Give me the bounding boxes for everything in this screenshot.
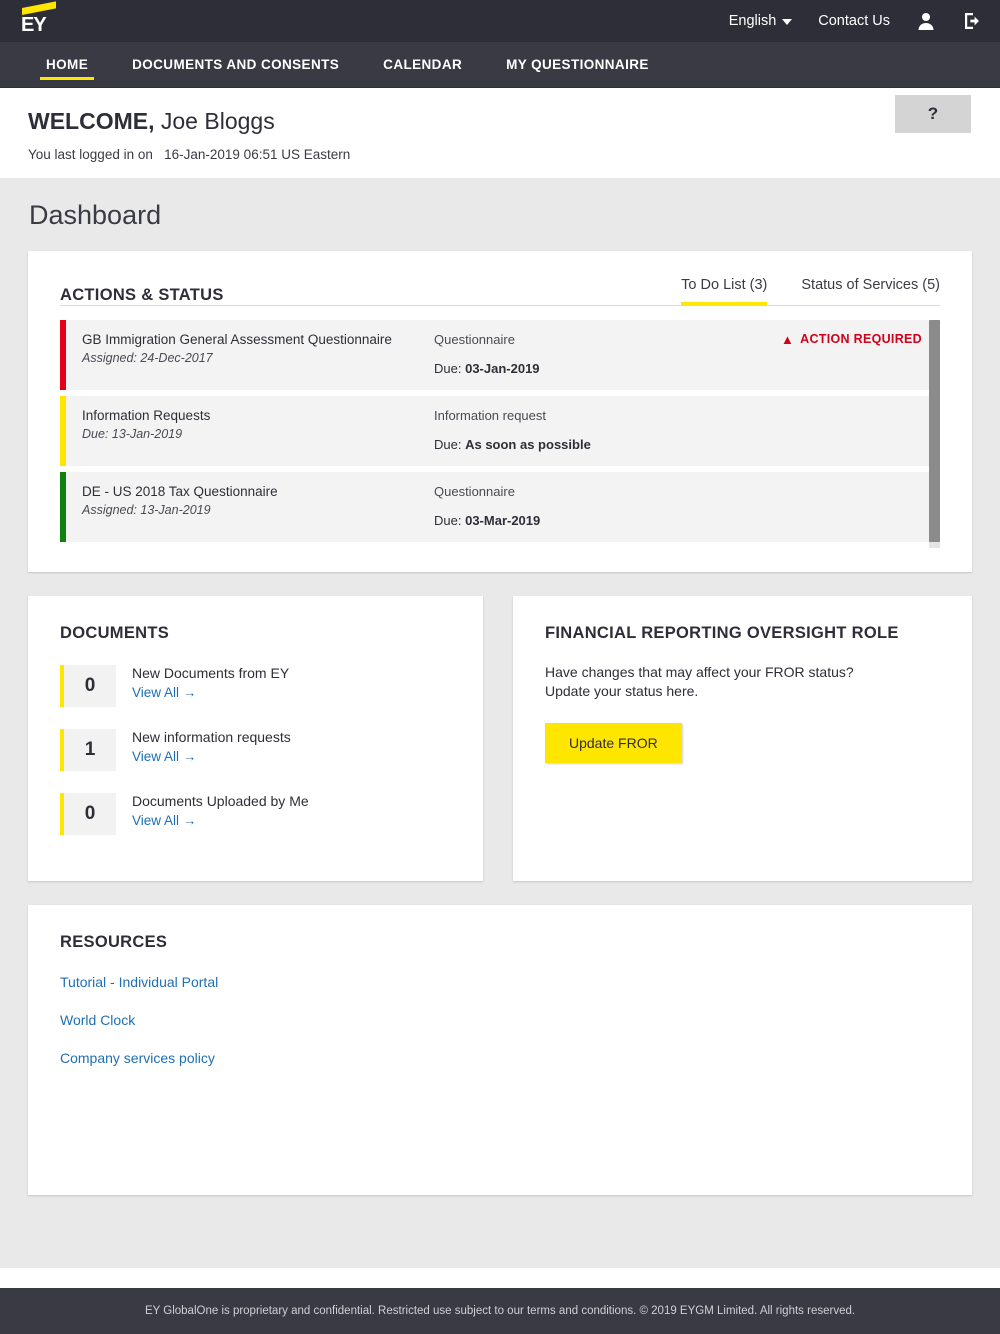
row-due	[434, 513, 702, 528]
user-icon[interactable]	[916, 11, 936, 31]
update-fror-button[interactable]: Update FROR	[545, 723, 682, 763]
view-all-label: View All	[132, 813, 180, 828]
nav-item-home[interactable]	[24, 42, 110, 87]
ey-logo[interactable]	[18, 6, 64, 36]
last-login-label: You last logged in on	[28, 147, 153, 162]
footer	[0, 1288, 1000, 1334]
row-due-value: 03-Jan-2019	[465, 361, 540, 376]
view-all-link[interactable]	[132, 685, 289, 700]
row-subtitle: Assigned: 13-Jan-2019	[82, 503, 211, 517]
fror-card	[513, 596, 972, 881]
resources-card	[28, 905, 972, 1195]
row-due-label: Due:	[434, 513, 462, 528]
top-bar	[0, 0, 1000, 42]
row-status-cell	[710, 396, 940, 466]
resources-title: RESOURCES	[60, 933, 168, 951]
status-badge-label: ACTION REQUIRED	[800, 332, 922, 346]
actions-tabs	[681, 277, 940, 305]
ey-logo-text: EY	[21, 14, 46, 36]
documents-column	[28, 596, 483, 905]
documents-item-label: New Documents from EY	[132, 665, 290, 681]
nav-item-my-questionnaire[interactable]	[484, 42, 671, 87]
nav-item-documents-and-consents[interactable]	[110, 42, 361, 87]
row-title: Information Requests	[82, 408, 211, 423]
top-bar-right	[729, 11, 982, 31]
help-button[interactable]	[895, 95, 971, 133]
language-label: English	[728, 13, 777, 29]
fror-line-2: Update your status here.	[545, 683, 699, 699]
documents-count-badge: 0	[60, 665, 116, 707]
last-login-value: 16-Jan-2019 06:51 US Eastern	[164, 147, 351, 162]
language-selector[interactable]	[729, 13, 793, 29]
documents-count-badge: 1	[60, 729, 116, 771]
nav-item-home-label: HOME	[46, 57, 89, 72]
scrollbar-track[interactable]	[929, 320, 940, 548]
fror-description	[545, 663, 940, 701]
row-due-label: Due:	[434, 361, 462, 376]
row-title: GB Immigration General Assessment Questionnaire	[82, 332, 392, 347]
arrow-right-icon: →	[182, 813, 197, 828]
table-row[interactable]	[60, 396, 940, 466]
documents-card	[28, 596, 483, 881]
page-greeting	[28, 108, 972, 135]
tab-status-of-services-label: Status of Services (5)	[801, 277, 940, 293]
documents-item-text	[132, 729, 291, 764]
view-all-link[interactable]	[132, 813, 309, 828]
documents-count-badge: 0	[60, 793, 116, 835]
actions-card-title: ACTIONS & STATUS	[60, 286, 224, 304]
help-icon: ?	[927, 104, 939, 123]
fror-title: FINANCIAL REPORTING OVERSIGHT ROLE	[545, 624, 899, 642]
row-detail-cell	[426, 320, 710, 390]
resource-link-tutorial[interactable]: Tutorial - Individual Portal	[60, 974, 219, 990]
dashboard-columns	[28, 596, 972, 905]
nav-item-calendar-label: CALENDAR	[383, 57, 463, 72]
chevron-down-icon	[782, 19, 792, 25]
arrow-right-icon: →	[182, 685, 197, 700]
row-detail-cell	[426, 472, 710, 542]
row-detail-cell	[426, 396, 710, 466]
contact-us-link[interactable]	[818, 13, 890, 29]
actions-and-status-card	[28, 251, 972, 572]
documents-item-label: Documents Uploaded by Me	[132, 793, 309, 809]
nav-item-questionnaire-label: MY QUESTIONNAIRE	[506, 57, 649, 72]
contact-us-label: Contact Us	[818, 13, 890, 29]
documents-item-label: New information requests	[132, 729, 291, 745]
list-item	[60, 729, 451, 771]
row-due-value: As soon as possible	[465, 437, 591, 452]
row-title: DE - US 2018 Tax Questionnaire	[82, 484, 278, 499]
row-due	[434, 437, 702, 452]
documents-title: DOCUMENTS	[60, 624, 170, 642]
list-item	[60, 665, 451, 707]
row-subtitle: Assigned: 24-Dec-2017	[82, 351, 213, 365]
row-type: Questionnaire	[434, 484, 515, 499]
tab-to-do-list-label: To Do List (3)	[681, 277, 768, 293]
ey-logo-swoosh	[22, 1, 56, 15]
row-type: Questionnaire	[434, 332, 515, 347]
row-status-cell	[710, 320, 940, 390]
warning-icon: ▲	[780, 331, 795, 347]
page-title: Dashboard	[29, 200, 162, 230]
main-navigation	[0, 42, 1000, 88]
last-login	[28, 147, 972, 162]
table-row[interactable]	[60, 472, 940, 542]
greeting-text: WELCOME,	[28, 108, 155, 134]
resource-link-world-clock[interactable]: World Clock	[60, 1012, 136, 1028]
dashboard-body	[0, 178, 1000, 1268]
row-status-cell	[710, 472, 940, 542]
documents-item-text	[132, 793, 309, 828]
row-title-cell	[66, 396, 426, 466]
row-due-label: Due:	[434, 437, 462, 452]
row-title-cell	[66, 472, 426, 542]
view-all-link[interactable]	[132, 749, 291, 764]
fror-line-1: Have changes that may affect your FROR status?	[545, 664, 854, 680]
documents-item-text	[132, 665, 289, 700]
welcome-section	[0, 88, 1000, 178]
arrow-right-icon: →	[182, 749, 197, 764]
list-item	[60, 793, 451, 835]
fror-column	[513, 596, 972, 905]
footer-text: EY GlobalOne is proprietary and confidential. Restricted use subject to our terms and conditions. © 2019 EYGM Limited. All rights reserved.	[144, 1305, 856, 1317]
view-all-label: View All	[132, 685, 180, 700]
tab-to-do-list[interactable]	[681, 277, 767, 305]
row-due	[434, 361, 702, 376]
logout-icon[interactable]	[962, 11, 982, 31]
resource-link-company-services-policy[interactable]: Company services policy	[60, 1050, 215, 1066]
table-row[interactable]	[60, 320, 940, 390]
row-subtitle: Due: 13-Jan-2019	[82, 427, 183, 441]
row-title-cell	[66, 320, 426, 390]
row-due-value: 03-Mar-2019	[465, 513, 541, 528]
to-do-list	[28, 306, 972, 572]
actions-card-header	[28, 251, 972, 305]
tab-status-of-services[interactable]	[801, 277, 940, 305]
nav-item-documents-label: DOCUMENTS AND CONSENTS	[132, 57, 340, 72]
status-badge	[781, 332, 922, 346]
user-name: Joe Bloggs	[160, 108, 275, 134]
nav-item-calendar[interactable]	[361, 42, 484, 87]
row-type: Information request	[434, 408, 547, 423]
view-all-label: View All	[132, 749, 180, 764]
scrollbar-thumb[interactable]	[929, 320, 940, 542]
